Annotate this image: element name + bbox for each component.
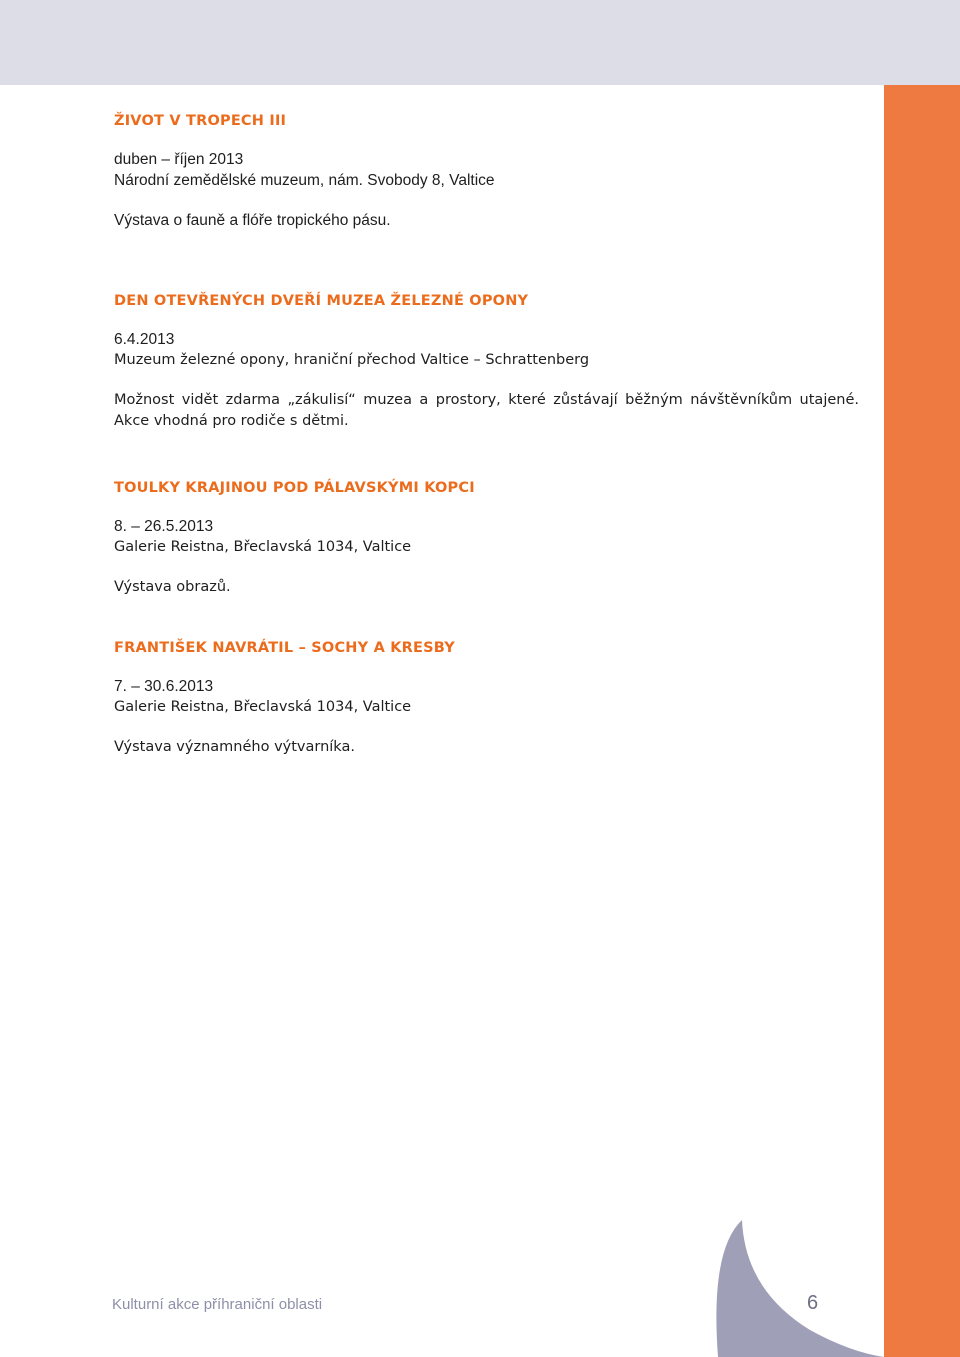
event-description: Možnost vidět zdarma „zákulisí“ muzea a prostory, které zůstávají běžným návštěvníkům utajené. Akce vhodná pro rodiče s dětmi. [114,392,859,429]
event-description: Výstava o fauně a flóře tropického pásu. [114,212,391,229]
header-band [0,0,960,85]
event-title: TOULKY KRAJINOU POD PÁLAVSKÝMI KOPCI [114,480,475,496]
event-location: Muzeum železné opony, hraniční přechod Valtice – Schrattenberg [114,352,590,368]
decorative-swoosh [700,1220,960,1357]
event-description: Výstava významného výtvarníka. [114,739,355,755]
event-date: 8. – 26.5.2013 [114,518,214,535]
event-section [114,113,859,231]
footer-title: Kulturní akce příhraniční oblasti [112,1296,323,1313]
page-number: 6 [807,1292,819,1314]
side-accent-strip [884,85,960,1357]
event-title: DEN OTEVŘENÝCH DVEŘÍ MUZEA ŽELEZNÉ OPONY [114,293,529,309]
main-content [114,113,859,799]
event-location: Galerie Reistna, Břeclavská 1034, Valtice [114,699,412,715]
event-location: Národní zemědělské muzeum, nám. Svobody 8, Valtice [114,172,495,189]
event-title: ŽIVOT V TROPECH III [114,113,287,129]
event-date: duben – říjen 2013 [114,151,244,168]
event-location: Galerie Reistna, Břeclavská 1034, Valtice [114,539,412,555]
event-date: 7. – 30.6.2013 [114,678,214,695]
event-section [114,640,859,758]
event-description: Výstava obrazů. [114,579,231,595]
event-date: 6.4.2013 [114,331,175,348]
event-section [114,480,859,598]
event-title: FRANTIŠEK NAVRÁTIL – SOCHY A KRESBY [114,640,455,656]
event-section [114,293,859,432]
